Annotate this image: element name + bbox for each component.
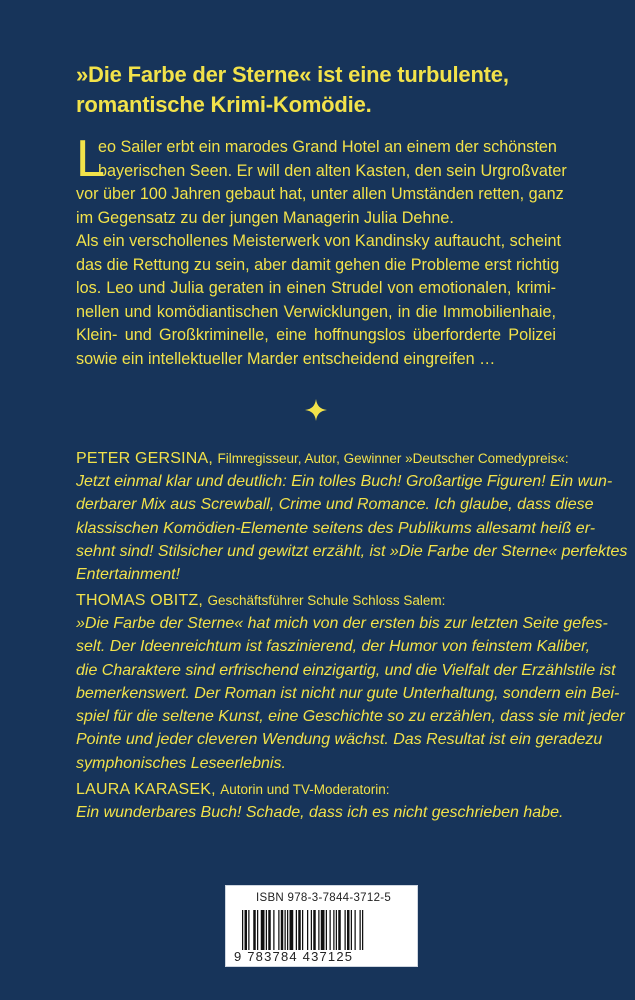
review-line: Jetzt einmal klar und deutlich: Ein tolles Buch! Großartige Figuren! Ein wun-: [76, 473, 613, 490]
review-line: Ein wunderbares Buch! Schade, dass ich es nicht geschrieben habe.: [76, 804, 564, 821]
barcode-bar: [345, 910, 346, 950]
review-text: [76, 612, 625, 775]
review-line: klassischen Komödien-Elemente seitens des Publikums allesamt heiß er-: [76, 519, 596, 537]
synopsis-line: nellen und komödiantischen Verwicklungen, in die Immobilienhaie,: [76, 302, 556, 321]
barcode-bar: [355, 910, 356, 950]
barcode-bar: [290, 910, 294, 950]
drop-cap: L: [76, 130, 105, 188]
barcode-digits: 9 783784 437125: [234, 949, 354, 964]
review-line: symphonisches Leseerlebnis.: [76, 754, 286, 772]
star-icon: [304, 398, 328, 422]
reviewer-role: Autorin und TV-Moderatorin:: [220, 782, 390, 797]
reviewer-name: PETER GERSINA,: [76, 450, 214, 467]
barcode-bar: [330, 910, 331, 950]
review-line: bemerkenswert. Der Roman ist nicht nur gute Unterhaltung, sondern ein Bei-: [76, 684, 620, 702]
review-quote: [76, 447, 628, 586]
isbn-label: ISBN 978-3-7844-3712-5: [256, 892, 392, 904]
barcode-bar: [336, 910, 337, 950]
reviewer-role: Geschäftsführer Schule Schloss Salem:: [207, 593, 446, 608]
headline-line-2: romantische Krimi-Komödie.: [76, 92, 372, 117]
barcode-bar: [321, 910, 325, 950]
isbn-barcode: [225, 885, 418, 967]
headline-line-1: »Die Farbe der Sterne« ist eine turbulente,: [76, 62, 509, 87]
synopsis-line: sowie ein intellektueller Marder entscheidend eingreifen …: [76, 349, 496, 368]
barcode-bar: [360, 910, 361, 950]
barcode-bar: [248, 910, 249, 950]
barcode-bar: [261, 910, 265, 950]
review-line: sehnt sind! Stilsicher und gewitzt erzählt, ist »Die Farbe der Sterne« perfektes: [76, 542, 628, 560]
review-line: derbarer Mix aus Screwball, Crime und Romance. Ich glaube, dass diese: [76, 496, 594, 514]
barcode-bar: [266, 910, 267, 950]
review-text: [76, 470, 628, 586]
review-line: selt. Der Ideenreichtum ist faszinierend, der Humor von feinstem Kaliber,: [76, 638, 591, 656]
synopsis-line: vor über 100 Jahren gebaut hat, unter allen Umständen retten, ganz: [76, 185, 564, 203]
barcode-bar: [281, 910, 284, 950]
headline: [76, 60, 596, 120]
synopsis-line: Klein- und Großkriminelle, eine hoffnungslos überforderte Polizei: [76, 326, 556, 344]
review-attribution: [76, 589, 558, 612]
barcode-bar: [362, 910, 363, 950]
synopsis: [76, 130, 567, 371]
barcode-bar: [302, 910, 303, 950]
barcode-bar: [298, 910, 301, 950]
reviewer-role: Filmregisseur, Autor, Gewinner »Deutscher Comedypreis«:: [217, 451, 569, 466]
barcode-bar: [296, 910, 297, 950]
barcode-bar: [333, 910, 334, 950]
review-line: die Charaktere sind erfrischend einzigartig, und die Vielfalt der Erzählstile ist: [76, 661, 616, 679]
barcode-bar: [347, 910, 350, 950]
barcode-bar: [253, 910, 256, 950]
barcode-bar: [268, 910, 271, 950]
review-line: »Die Farbe der Sterne« hat mich von der ersten bis zur letzten Seite gefes-: [76, 615, 608, 632]
barcode-bar: [313, 910, 316, 950]
review-attribution: [76, 447, 569, 470]
barcode-bars: [240, 910, 404, 950]
synopsis-line: bayerischen Seen. Er will den alten Kasten, den sein Urgroßvater: [98, 161, 567, 180]
barcode-bar: [307, 910, 308, 950]
barcode-bar: [318, 910, 319, 950]
synopsis-line: eo Sailer erbt ein marodes Grand Hotel an einem der schönsten: [98, 138, 557, 156]
barcode-bar: [351, 910, 352, 950]
barcode-bar: [285, 910, 286, 950]
barcode-bar: [311, 910, 312, 950]
review-quote: [76, 589, 625, 775]
barcode-bar: [338, 910, 341, 950]
reviewer-name: LAURA KARASEK,: [76, 781, 216, 798]
synopsis-line: los. Leo und Julia geraten in einen Strudel von emotionalen, krimi-: [76, 279, 556, 297]
barcode-bar: [257, 910, 258, 950]
barcode-bar: [242, 910, 243, 950]
review-attribution: [76, 778, 558, 801]
barcode-bar: [278, 910, 279, 950]
barcode-bar: [326, 910, 327, 950]
review-text: [76, 801, 564, 824]
barcode-bar: [273, 910, 274, 950]
barcode-bar: [287, 910, 288, 950]
review-line: Entertainment!: [76, 566, 181, 584]
reviewer-name: THOMAS OBITZ,: [76, 592, 204, 609]
barcode-bar: [245, 910, 248, 950]
review-line: Pointe und jeder cleveren Wendung wächst. Das Resultat ist ein geradezu: [76, 731, 603, 749]
review-line: spiel für die seltene Kunst, eine Geschichte so zu erzählen, dass sie mit jeder: [76, 708, 625, 726]
synopsis-line: im Gegensatz zu der jungen Managerin Julia Dehne.: [76, 208, 454, 227]
review-quote: [76, 778, 564, 824]
synopsis-line: das die Rettung zu sein, aber damit gehen die Probleme erst richtig: [76, 255, 560, 274]
synopsis-line: Als ein verschollenes Meisterwerk von Kandinsky auftaucht, scheint: [76, 232, 561, 250]
